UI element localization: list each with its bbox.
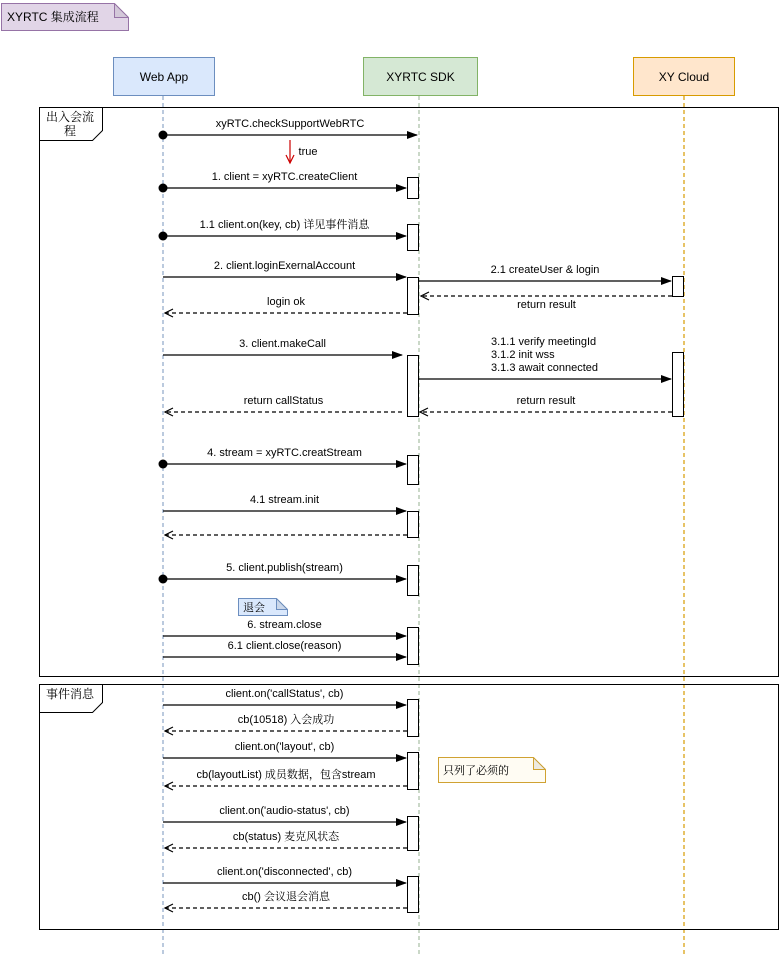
message-label: 2.1 createUser & login [490,264,600,276]
message-label: cb(layoutList) 成员数据，包含stream [196,769,376,781]
message-label: 4.1 stream.init [249,494,320,506]
diagram-title: XYRTC 集成流程 [7,10,99,24]
message-label: 6. stream.close [247,619,322,631]
actor-label: XYRTC SDK [386,69,455,84]
message-label: cb(status) 麦克风状态 [232,831,340,843]
message-label: login ok [267,296,305,308]
message-label: client.on('callStatus', cb) [225,688,344,700]
note-item [238,598,288,616]
message-label: cb(10518) 入会成功 [237,714,335,726]
message-label: 1. client = xyRTC.createClient [211,171,358,183]
message-label: return callStatus [243,395,324,407]
message-label: 2. client.loginExernalAccount [213,260,356,272]
note-item [438,757,546,783]
message-label: 4. stream = xyRTC.creatStream [207,447,362,459]
actor-label: Web App [139,69,189,84]
message-label: 3.1.1 verify meetingId 3.1.2 init wss 3.1.3 await connected [490,336,599,374]
actor-label: XY Cloud [658,69,710,84]
message-label: client.on('layout', cb) [234,741,335,753]
message-label: client.on('disconnected', cb) [216,866,353,878]
message-label: client.on('audio-status', cb) [219,805,350,817]
message-label: 5. client.publish(stream) [226,562,343,574]
frame-label-text: 事件消息 [45,687,94,701]
true-branch-label: true [298,146,318,158]
message-label: return result [517,299,576,311]
diagram-title-note [1,3,129,31]
message-label: xyRTC.checkSupportWebRTC [215,118,365,130]
message-label: 6.1 client.close(reason) [227,640,342,652]
message-label: 3. client.makeCall [239,338,326,350]
note-text: 只列了必须的 [443,765,509,777]
message-label: 1.1 client.on(key, cb) 详见事件消息 [199,219,370,231]
frame-label-text: 出入会流程 [45,110,94,138]
message-label: cb() 会议退会消息 [242,891,330,903]
note-text: 退会 [243,602,265,614]
message-label: return result [516,395,576,407]
